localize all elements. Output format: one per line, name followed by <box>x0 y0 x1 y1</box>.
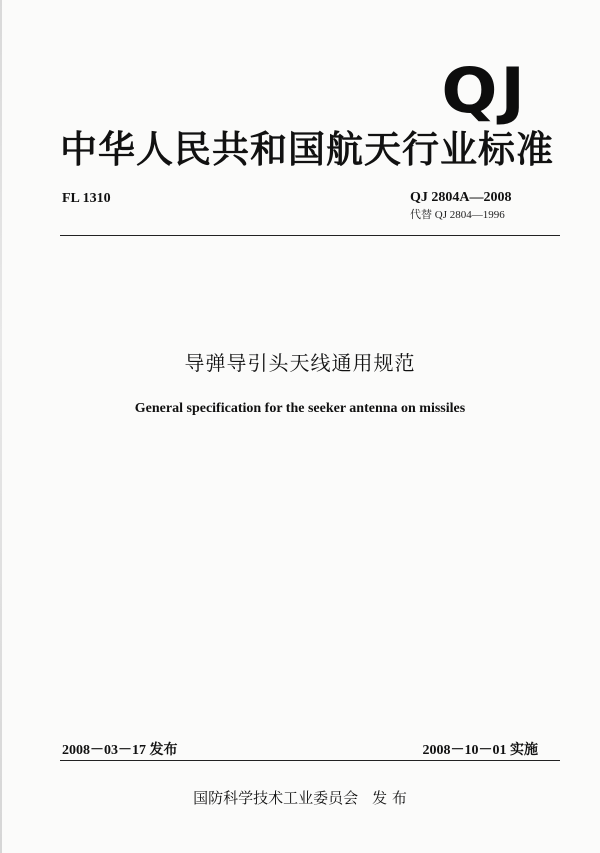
replaces-note: 代替 QJ 2804—1996 <box>410 209 505 221</box>
standard-number: QJ 2804A—2008 <box>410 190 512 205</box>
standard-number-block <box>410 189 540 223</box>
bottom-divider <box>60 760 560 761</box>
publish-word: 发 布 <box>372 789 407 807</box>
qj-logo: QJ <box>441 53 528 128</box>
document-title-chinese: 导弹导引头天线通用规范 <box>184 351 416 375</box>
document-title-english: General specification for the seeker antenna on missiles <box>134 401 466 416</box>
implementation-date: 2008－10－01 实施 <box>422 743 538 758</box>
classification-code: FL 1310 <box>62 191 111 206</box>
issuer-title: 中华人民共和国航天行业标准 <box>60 128 554 171</box>
scan-edge <box>0 0 2 853</box>
publisher-line <box>0 787 600 808</box>
publisher-name: 国防科学技术工业委员会 <box>193 789 359 807</box>
top-divider <box>60 235 560 236</box>
issue-date: 2008－03－17 发布 <box>62 743 178 758</box>
